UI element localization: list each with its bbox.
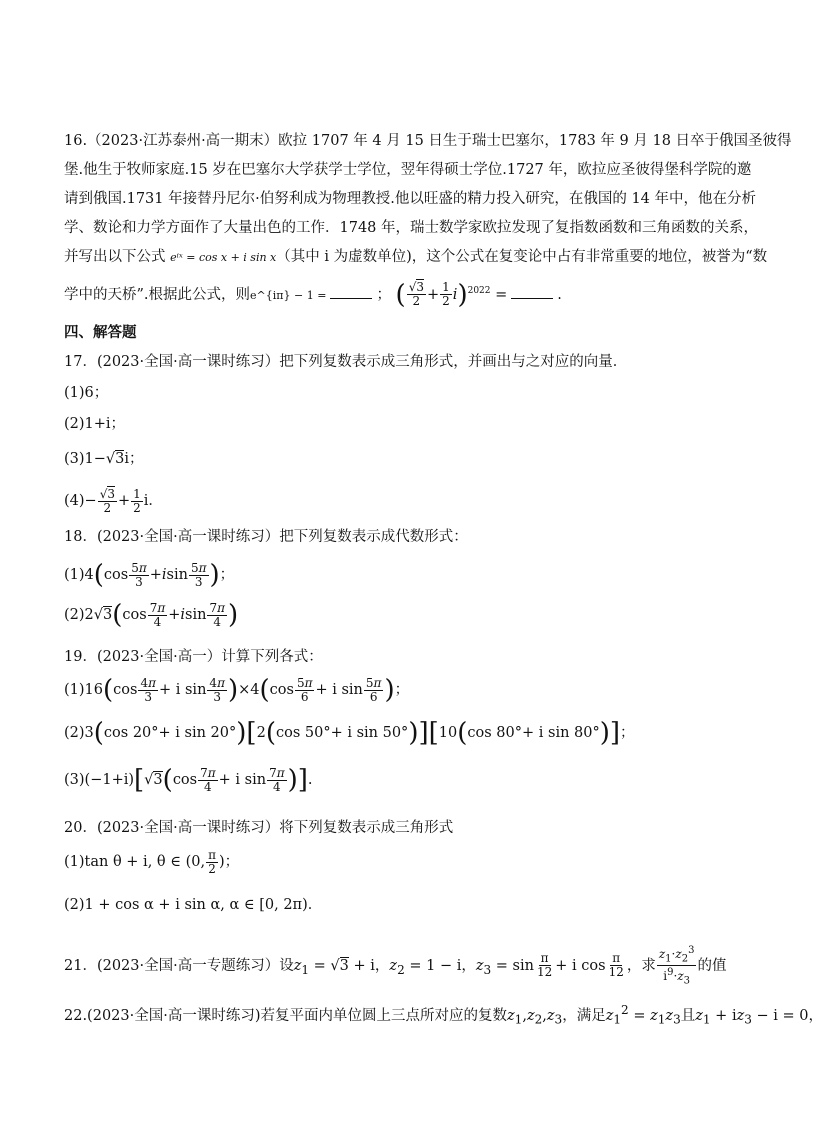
frac-sqrt3-over-2: $\frac{√3}{2}$: [408, 280, 424, 309]
q16-sep: ；: [376, 286, 391, 303]
q18-head: 18．(2023·全国·高一课时练习）把下列复数表示成代数形式：: [64, 529, 468, 545]
q16-line-1: 16.（2023·江苏泰州·高一期末）欧拉 1707 年 4 月 15 日生于瑞士巴塞尔，1783 年 9 月 18 日卒于俄国圣彼得: [64, 133, 792, 149]
q17-p3-a: (3)1−: [64, 451, 106, 467]
q16-end: .: [557, 286, 562, 303]
q16-eq: =: [495, 286, 508, 303]
q22-b: ，满足: [562, 1007, 606, 1024]
q16-line-5: [64, 247, 767, 268]
q16-line-3: 请到俄国.1731 年接替丹尼尔·伯努利成为物理教授.他以旺盛的精力投入研究，在俄国的 14 年中，他在分析: [64, 191, 757, 207]
q19-p2-a: (2)3: [64, 725, 94, 741]
exponent-2022: 2022: [467, 286, 491, 296]
q19-head: 19．(2023·全国·高一）计算下列各式：: [64, 649, 323, 665]
q21-b: ，: [374, 957, 390, 974]
q17-part-4: [64, 484, 163, 518]
q22-line: 22.(2023·全国·高一课时练习)若复平面内单位圆上三点所对应的复数$z_1,z_2,z_3$，满足$z_1^2 = z_1z_3$且$z_1 + iz_3 - i = 0$，: [64, 1003, 823, 1027]
q19-part-3: (3)(−1+i)[√3(cos $\frac{7\pi}{4}$ + i sin $\frac{7\pi}{4}$ )].: [64, 765, 313, 795]
q20-part-1: (1)tan θ + i, θ ∈ (0, $\frac{\pi}{2}$ )；: [64, 847, 240, 876]
q17-head: 17．(2023·全国·高一课时练习）把下列复数表示成三角形式，并画出与之对应的向量．: [64, 354, 628, 370]
q20-part-2: (2)1 + cos α + i sin α, α ∈ [0, 2π)．: [64, 897, 323, 913]
q21-c: ，: [461, 957, 476, 974]
q22-a: 22.(2023·全国·高一课时练习)若复平面内单位圆上三点所对应的复数: [64, 1007, 507, 1024]
paren-open: (: [395, 279, 406, 310]
q17-part-1: (1)6；: [64, 385, 109, 401]
q16-line-5-b: （其中 i 为虚数单位)，这个公式在复变论中占有非常重要的地位，被誉为“数: [276, 249, 768, 265]
answer-blank-2[interactable]: [511, 286, 553, 299]
q22-d: ，: [808, 1007, 823, 1024]
q16-line-2: 堡.他生于牧师家庭.15 岁在巴塞尔大学获学士学位，翌年得硕士学位.1727 年，欧拉应圣彼得堡科学院的邀: [64, 162, 752, 178]
q18-part-2: (2)2√3(cos $\frac{7\pi}{4}$ +isin $\frac{7\pi}{4}$ ): [64, 600, 239, 630]
q19-part-1: (1)16(cos $\frac{4\pi}{3}$ + i sin $\frac{4\pi}{3}$ )×4(cos $\frac{5\pi}{6}$ + i sin $\frac{5\pi}{6}$ )；: [64, 675, 410, 705]
q17-part-2: (2)1+i；: [64, 416, 126, 432]
section-title: 四、解答题: [64, 324, 137, 341]
q21-d: ，求: [626, 957, 656, 974]
q19-p1-a: (1)16: [64, 682, 103, 698]
q17-p4-a: (4)−: [64, 493, 97, 509]
q17-part-3: (3)1−√3i；: [64, 451, 144, 467]
q21-a: 21．(2023·全国·高一专题练习）设: [64, 957, 294, 974]
q19-part-2: (2)3(cos 20°+ i sin 20°)[2(cos 50°+ i sin 50°)][10(cos 80°+ i sin 80°)]；: [64, 718, 635, 748]
q22-c: 且: [680, 1007, 696, 1024]
q21-line: 21．(2023·全国·高一专题练习）设$z_1 = √3 + i$，$z_2 = 1 - i$，$z_3 = \sin$ $\frac{\pi}{12}$ + i cos $\frac{\pi}{12}$ ，求 $\frac{z_1\cdot z_2^3}{i^9\cdot z_3}$ 的值: [64, 945, 727, 987]
paren-close: ): [457, 279, 468, 310]
q17-p3-c: i；: [124, 451, 144, 467]
frac-1-over-2: $\frac{1}{2}$: [442, 280, 450, 309]
q16-formula-1: e^{iπ} − 1 =: [250, 288, 327, 302]
q16-line-6: 学中的天桥”.根据此公式，则e^{iπ} − 1 = ； ( $\frac{√3}{2}$ + $\frac{1}{2}$ i)$^{2022}$ = .: [64, 279, 562, 310]
q18-part-1: (1)4(cos $\frac{5\pi}{3}$ +isin $\frac{5\pi}{3}$ )；: [64, 560, 235, 590]
q18-p2-a: (2)2: [64, 607, 94, 623]
q18-p1-a: (1)4: [64, 567, 94, 583]
q17-p3-radicand: 3: [115, 451, 125, 467]
q21-e: 的值: [697, 957, 727, 974]
q20-p1-a: (1)tan θ + i, θ ∈ (0,: [64, 854, 206, 870]
euler-formula: eⁱˣ = cos x + i sin x: [170, 251, 277, 264]
q16-line-5-a: 并写出以下公式: [64, 249, 171, 265]
frac-1-over-2-b: $\frac{1}{2}$: [133, 486, 141, 515]
q16-line-4: 学、数论和力学方面作了大量出色的工作．1748 年，瑞士数学家欧拉发现了复指数函数和三角函数的关系，: [64, 220, 759, 236]
q17-p4-plus: +: [118, 493, 131, 509]
q20-p1-b: )；: [218, 854, 240, 870]
frac-sqrt3-over-2-b: $\frac{√3}{2}$: [99, 486, 115, 515]
q19-p3-a: (3)(−1+i): [64, 772, 135, 788]
q20-head: 20．(2023·全国·高一课时练习）将下列复数表示成三角形式: [64, 820, 454, 836]
answer-blank-1[interactable]: [330, 286, 372, 299]
q17-p4-c: i．: [143, 493, 163, 509]
q16-line-6-a: 学中的天桥”.根据此公式，则: [64, 286, 251, 303]
